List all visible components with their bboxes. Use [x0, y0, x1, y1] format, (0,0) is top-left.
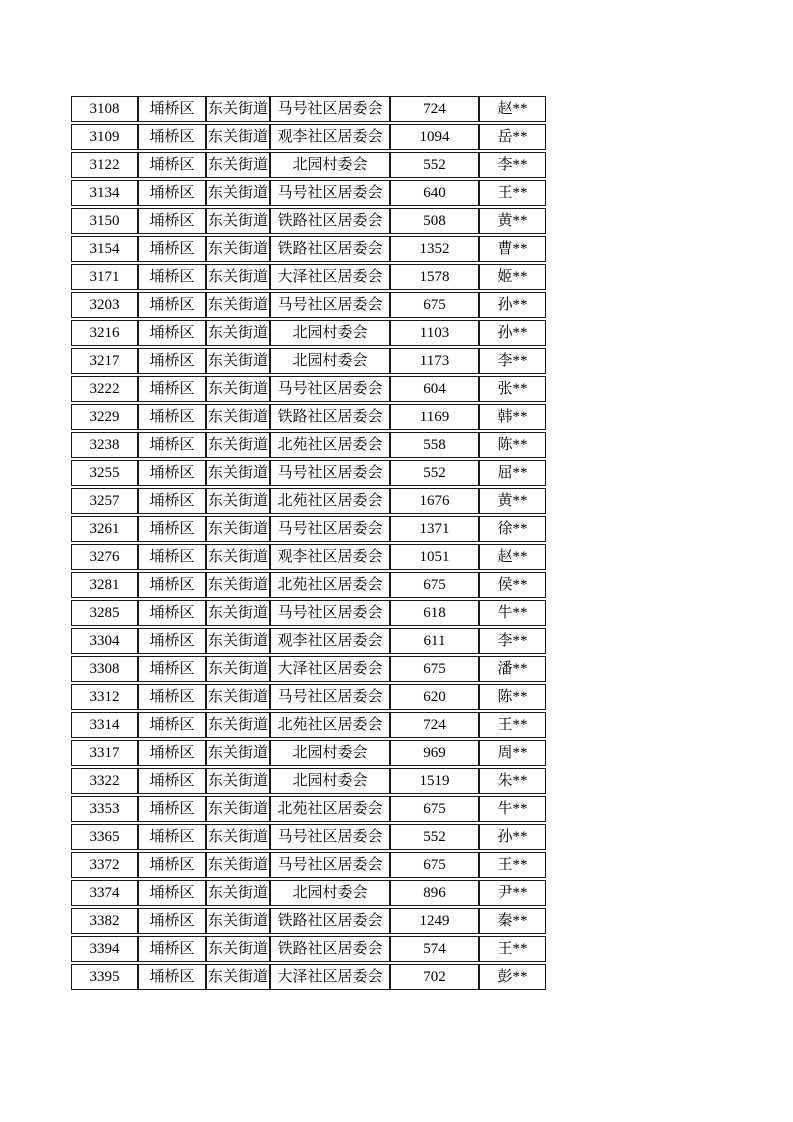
cell-district: 埇桥区 — [138, 824, 206, 850]
cell-serial-number: 3216 — [71, 320, 138, 346]
cell-code: 1249 — [390, 908, 479, 934]
cell-code: 896 — [390, 880, 479, 906]
cell-street: 东关街道 — [206, 908, 270, 934]
cell-district: 埇桥区 — [138, 320, 206, 346]
cell-code: 620 — [390, 684, 479, 710]
cell-committee: 马号社区居委会 — [270, 180, 390, 206]
cell-district: 埇桥区 — [138, 348, 206, 374]
cell-committee: 北园村委会 — [270, 740, 390, 766]
cell-street: 东关街道 — [206, 964, 270, 990]
cell-masked-name: 王** — [479, 180, 546, 206]
cell-district: 埇桥区 — [138, 404, 206, 430]
cell-masked-name: 尹** — [479, 880, 546, 906]
cell-serial-number: 3203 — [71, 292, 138, 318]
cell-street: 东关街道 — [206, 880, 270, 906]
cell-committee: 铁路社区居委会 — [270, 208, 390, 234]
cell-code: 640 — [390, 180, 479, 206]
cell-serial-number: 3395 — [71, 964, 138, 990]
cell-masked-name: 潘** — [479, 656, 546, 682]
cell-code: 558 — [390, 432, 479, 458]
cell-committee: 北园村委会 — [270, 320, 390, 346]
cell-committee: 北园村委会 — [270, 152, 390, 178]
cell-committee: 铁路社区居委会 — [270, 936, 390, 962]
cell-committee: 北苑社区居委会 — [270, 572, 390, 598]
cell-street: 东关街道 — [206, 208, 270, 234]
cell-committee: 马号社区居委会 — [270, 292, 390, 318]
cell-serial-number: 3217 — [71, 348, 138, 374]
cell-street: 东关街道 — [206, 572, 270, 598]
cell-masked-name: 陈** — [479, 684, 546, 710]
table-row — [71, 796, 546, 822]
table-row — [71, 348, 546, 374]
cell-masked-name: 牛** — [479, 600, 546, 626]
cell-serial-number: 3109 — [71, 124, 138, 150]
cell-district: 埇桥区 — [138, 124, 206, 150]
cell-masked-name: 赵** — [479, 96, 546, 122]
cell-committee: 北苑社区居委会 — [270, 796, 390, 822]
cell-street: 东关街道 — [206, 712, 270, 738]
cell-serial-number: 3308 — [71, 656, 138, 682]
cell-district: 埇桥区 — [138, 712, 206, 738]
cell-masked-name: 孙** — [479, 320, 546, 346]
table-row — [71, 908, 546, 934]
cell-street: 东关街道 — [206, 600, 270, 626]
table-row — [71, 264, 546, 290]
cell-committee: 马号社区居委会 — [270, 376, 390, 402]
cell-committee: 北苑社区居委会 — [270, 712, 390, 738]
table-row — [71, 572, 546, 598]
cell-district: 埇桥区 — [138, 796, 206, 822]
cell-district: 埇桥区 — [138, 908, 206, 934]
cell-code: 611 — [390, 628, 479, 654]
cell-masked-name: 李** — [479, 348, 546, 374]
cell-code: 552 — [390, 460, 479, 486]
cell-serial-number: 3285 — [71, 600, 138, 626]
cell-serial-number: 3365 — [71, 824, 138, 850]
cell-street: 东关街道 — [206, 544, 270, 570]
cell-serial-number: 3353 — [71, 796, 138, 822]
cell-committee: 大泽社区居委会 — [270, 964, 390, 990]
cell-masked-name: 朱** — [479, 768, 546, 794]
table-row — [71, 96, 546, 122]
cell-street: 东关街道 — [206, 740, 270, 766]
cell-masked-name: 孙** — [479, 292, 546, 318]
cell-committee: 观李社区居委会 — [270, 124, 390, 150]
cell-code: 1352 — [390, 236, 479, 262]
cell-street: 东关街道 — [206, 320, 270, 346]
cell-code: 675 — [390, 852, 479, 878]
cell-code: 604 — [390, 376, 479, 402]
cell-street: 东关街道 — [206, 348, 270, 374]
table-row — [71, 740, 546, 766]
cell-code: 618 — [390, 600, 479, 626]
cell-street: 东关街道 — [206, 460, 270, 486]
cell-code: 1578 — [390, 264, 479, 290]
cell-serial-number: 3304 — [71, 628, 138, 654]
cell-street: 东关街道 — [206, 684, 270, 710]
cell-district: 埇桥区 — [138, 432, 206, 458]
cell-district: 埇桥区 — [138, 180, 206, 206]
table-row — [71, 824, 546, 850]
cell-street: 东关街道 — [206, 180, 270, 206]
cell-masked-name: 牛** — [479, 796, 546, 822]
cell-serial-number: 3312 — [71, 684, 138, 710]
cell-district: 埇桥区 — [138, 656, 206, 682]
cell-committee: 北园村委会 — [270, 880, 390, 906]
cell-serial-number: 3374 — [71, 880, 138, 906]
table-row — [71, 852, 546, 878]
cell-code: 574 — [390, 936, 479, 962]
cell-serial-number: 3276 — [71, 544, 138, 570]
cell-committee: 马号社区居委会 — [270, 96, 390, 122]
table-container — [71, 94, 546, 992]
cell-code: 1676 — [390, 488, 479, 514]
records-table — [71, 94, 546, 992]
table-row — [71, 376, 546, 402]
table-row — [71, 432, 546, 458]
cell-committee: 北园村委会 — [270, 348, 390, 374]
cell-masked-name: 周** — [479, 740, 546, 766]
cell-committee: 观李社区居委会 — [270, 544, 390, 570]
cell-serial-number: 3261 — [71, 516, 138, 542]
cell-masked-name: 陈** — [479, 432, 546, 458]
cell-code: 508 — [390, 208, 479, 234]
cell-masked-name: 韩** — [479, 404, 546, 430]
table-row — [71, 656, 546, 682]
cell-street: 东关街道 — [206, 292, 270, 318]
cell-district: 埇桥区 — [138, 572, 206, 598]
table-row — [71, 180, 546, 206]
cell-code: 702 — [390, 964, 479, 990]
cell-street: 东关街道 — [206, 96, 270, 122]
cell-serial-number: 3134 — [71, 180, 138, 206]
cell-committee: 北苑社区居委会 — [270, 432, 390, 458]
cell-street: 东关街道 — [206, 264, 270, 290]
cell-code: 724 — [390, 712, 479, 738]
cell-district: 埇桥区 — [138, 768, 206, 794]
table-row — [71, 712, 546, 738]
cell-committee: 北苑社区居委会 — [270, 488, 390, 514]
cell-committee: 马号社区居委会 — [270, 600, 390, 626]
records-table-body — [71, 96, 546, 990]
cell-serial-number: 3394 — [71, 936, 138, 962]
cell-street: 东关街道 — [206, 628, 270, 654]
cell-district: 埇桥区 — [138, 236, 206, 262]
cell-district: 埇桥区 — [138, 880, 206, 906]
cell-committee: 北园村委会 — [270, 768, 390, 794]
cell-masked-name: 王** — [479, 852, 546, 878]
cell-district: 埇桥区 — [138, 460, 206, 486]
cell-committee: 大泽社区居委会 — [270, 264, 390, 290]
cell-serial-number: 3222 — [71, 376, 138, 402]
cell-code: 1519 — [390, 768, 479, 794]
cell-serial-number: 3281 — [71, 572, 138, 598]
table-row — [71, 684, 546, 710]
cell-masked-name: 李** — [479, 152, 546, 178]
cell-code: 552 — [390, 152, 479, 178]
cell-serial-number: 3257 — [71, 488, 138, 514]
table-row — [71, 208, 546, 234]
cell-serial-number: 3154 — [71, 236, 138, 262]
cell-code: 675 — [390, 656, 479, 682]
cell-street: 东关街道 — [206, 404, 270, 430]
table-row — [71, 460, 546, 486]
cell-district: 埇桥区 — [138, 544, 206, 570]
cell-street: 东关街道 — [206, 376, 270, 402]
table-row — [71, 600, 546, 626]
table-row — [71, 320, 546, 346]
cell-street: 东关街道 — [206, 768, 270, 794]
table-row — [71, 152, 546, 178]
cell-street: 东关街道 — [206, 852, 270, 878]
cell-code: 1169 — [390, 404, 479, 430]
cell-code: 675 — [390, 292, 479, 318]
table-row — [71, 880, 546, 906]
table-row — [71, 628, 546, 654]
cell-street: 东关街道 — [206, 824, 270, 850]
cell-code: 724 — [390, 96, 479, 122]
cell-committee: 观李社区居委会 — [270, 628, 390, 654]
cell-serial-number: 3322 — [71, 768, 138, 794]
cell-street: 东关街道 — [206, 796, 270, 822]
cell-code: 1103 — [390, 320, 479, 346]
cell-district: 埇桥区 — [138, 628, 206, 654]
cell-street: 东关街道 — [206, 936, 270, 962]
cell-serial-number: 3382 — [71, 908, 138, 934]
cell-committee: 马号社区居委会 — [270, 460, 390, 486]
cell-street: 东关街道 — [206, 124, 270, 150]
cell-masked-name: 张** — [479, 376, 546, 402]
cell-serial-number: 3171 — [71, 264, 138, 290]
cell-serial-number: 3238 — [71, 432, 138, 458]
cell-street: 东关街道 — [206, 432, 270, 458]
table-row — [71, 404, 546, 430]
cell-code: 552 — [390, 824, 479, 850]
cell-masked-name: 李** — [479, 628, 546, 654]
cell-serial-number: 3150 — [71, 208, 138, 234]
cell-serial-number: 3108 — [71, 96, 138, 122]
table-row — [71, 236, 546, 262]
cell-masked-name: 秦** — [479, 908, 546, 934]
cell-district: 埇桥区 — [138, 264, 206, 290]
cell-masked-name: 彭** — [479, 964, 546, 990]
cell-street: 东关街道 — [206, 236, 270, 262]
cell-street: 东关街道 — [206, 516, 270, 542]
cell-masked-name: 黄** — [479, 208, 546, 234]
table-row — [71, 936, 546, 962]
cell-street: 东关街道 — [206, 656, 270, 682]
cell-code: 969 — [390, 740, 479, 766]
cell-district: 埇桥区 — [138, 376, 206, 402]
cell-district: 埇桥区 — [138, 292, 206, 318]
table-row — [71, 124, 546, 150]
cell-code: 675 — [390, 572, 479, 598]
cell-street: 东关街道 — [206, 152, 270, 178]
cell-district: 埇桥区 — [138, 152, 206, 178]
cell-serial-number: 3372 — [71, 852, 138, 878]
cell-masked-name: 屈** — [479, 460, 546, 486]
cell-district: 埇桥区 — [138, 936, 206, 962]
cell-masked-name: 孙** — [479, 824, 546, 850]
table-row — [71, 516, 546, 542]
table-row — [71, 964, 546, 990]
cell-serial-number: 3229 — [71, 404, 138, 430]
cell-district: 埇桥区 — [138, 96, 206, 122]
cell-masked-name: 曹** — [479, 236, 546, 262]
cell-serial-number: 3255 — [71, 460, 138, 486]
cell-committee: 大泽社区居委会 — [270, 656, 390, 682]
cell-code: 1173 — [390, 348, 479, 374]
cell-district: 埇桥区 — [138, 964, 206, 990]
table-row — [71, 768, 546, 794]
cell-masked-name: 王** — [479, 936, 546, 962]
cell-committee: 马号社区居委会 — [270, 824, 390, 850]
cell-code: 1094 — [390, 124, 479, 150]
table-row — [71, 292, 546, 318]
cell-district: 埇桥区 — [138, 516, 206, 542]
cell-masked-name: 姬** — [479, 264, 546, 290]
cell-serial-number: 3317 — [71, 740, 138, 766]
cell-serial-number: 3122 — [71, 152, 138, 178]
cell-district: 埇桥区 — [138, 488, 206, 514]
cell-committee: 马号社区居委会 — [270, 516, 390, 542]
cell-masked-name: 王** — [479, 712, 546, 738]
cell-district: 埇桥区 — [138, 208, 206, 234]
cell-district: 埇桥区 — [138, 852, 206, 878]
cell-serial-number: 3314 — [71, 712, 138, 738]
cell-masked-name: 黄** — [479, 488, 546, 514]
cell-committee: 铁路社区居委会 — [270, 404, 390, 430]
cell-code: 675 — [390, 796, 479, 822]
cell-masked-name: 岳** — [479, 124, 546, 150]
cell-code: 1371 — [390, 516, 479, 542]
cell-committee: 铁路社区居委会 — [270, 236, 390, 262]
cell-district: 埇桥区 — [138, 684, 206, 710]
table-row — [71, 544, 546, 570]
cell-street: 东关街道 — [206, 488, 270, 514]
cell-masked-name: 徐** — [479, 516, 546, 542]
cell-district: 埇桥区 — [138, 600, 206, 626]
cell-district: 埇桥区 — [138, 740, 206, 766]
cell-committee: 铁路社区居委会 — [270, 908, 390, 934]
cell-committee: 马号社区居委会 — [270, 684, 390, 710]
cell-masked-name: 侯** — [479, 572, 546, 598]
cell-code: 1051 — [390, 544, 479, 570]
cell-committee: 马号社区居委会 — [270, 852, 390, 878]
cell-masked-name: 赵** — [479, 544, 546, 570]
table-row — [71, 488, 546, 514]
